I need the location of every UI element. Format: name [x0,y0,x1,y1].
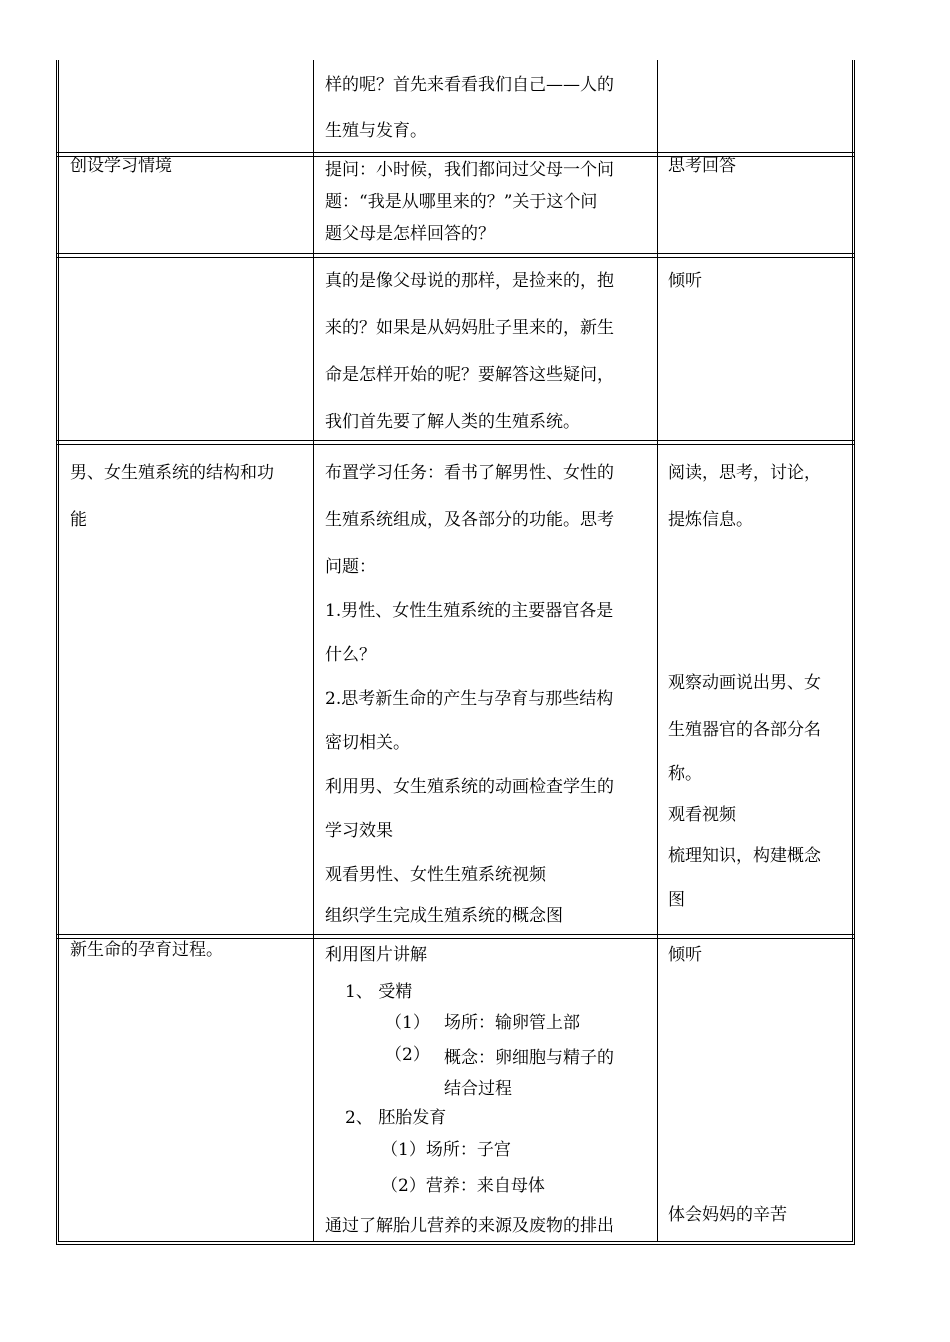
row4-item-embryo: 2、 胚胎发育 [345,1108,447,1128]
row4-intro: 利用图片讲解 [325,945,427,965]
row1-stage: 创设学习情境 [70,156,172,176]
row4-activity-feel: 体会妈妈的辛苦 [668,1205,787,1225]
column-divider-2 [657,60,658,1242]
row4-item2-2: （2）营养：来自母体 [381,1176,545,1196]
row3-content: 布置学习任务：看书了解男性、女性的 生殖系统组成，及各部分的功能。思考 问题： 1.男性、女性生殖系统的主要器官各是 什么？ 2.思考新生命的产生与孕育与那些结构 密切相关。 利用男、女生殖系统的动画检查学生的 学习效果 观看男性、女性生殖系统视频 组织学生完成生殖系统的概念图 [325,463,614,926]
row4-item1-2: 概念：卵细胞与精子的 结合过程 [444,1048,614,1099]
row3-activity-reading: 阅读，思考，讨论， 提炼信息。 [668,463,821,530]
row4-item-fertilization: 1、 受精 [345,982,413,1002]
row2-content: 真的是像父母说的那样，是捡来的，抱 来的？如果是从妈妈肚子里来的，新生 命是怎样开始的呢？要解答这些疑问， 我们首先要了解人类的生殖系统。 [325,271,614,432]
row3-activity-observe: 观察动画说出男、女 生殖器官的各部分名 称。 观看视频 梳理知识，构建概念 图 [668,673,821,910]
row3-stage: 男、女生殖系统的结构和功 能 [70,463,274,530]
row4-item2-1: （1）场所：子宫 [381,1140,511,1160]
row4-item1-1: 场所：输卵管上部 [444,1013,580,1033]
row4-item1-1-num: （1） [385,1013,430,1033]
row0-content: 样的呢？首先来看看我们自己——人的 生殖与发育。 [325,75,614,141]
row4-activity-listen: 倾听 [668,945,702,965]
row1-activity: 思考回答 [668,156,736,176]
row4-item1-2-num: （2） [385,1045,430,1065]
row4-outro: 通过了解胎儿营养的来源及废物的排出 [325,1216,614,1236]
row4-stage: 新生命的孕育过程。 [70,940,223,960]
column-divider-1 [313,60,314,1242]
row2-activity: 倾听 [668,271,702,291]
row1-content: 提问：小时候，我们都问过父母一个问 题：“我是从哪里来的？”关于这个问 题父母是怎样回答的？ [325,160,614,244]
